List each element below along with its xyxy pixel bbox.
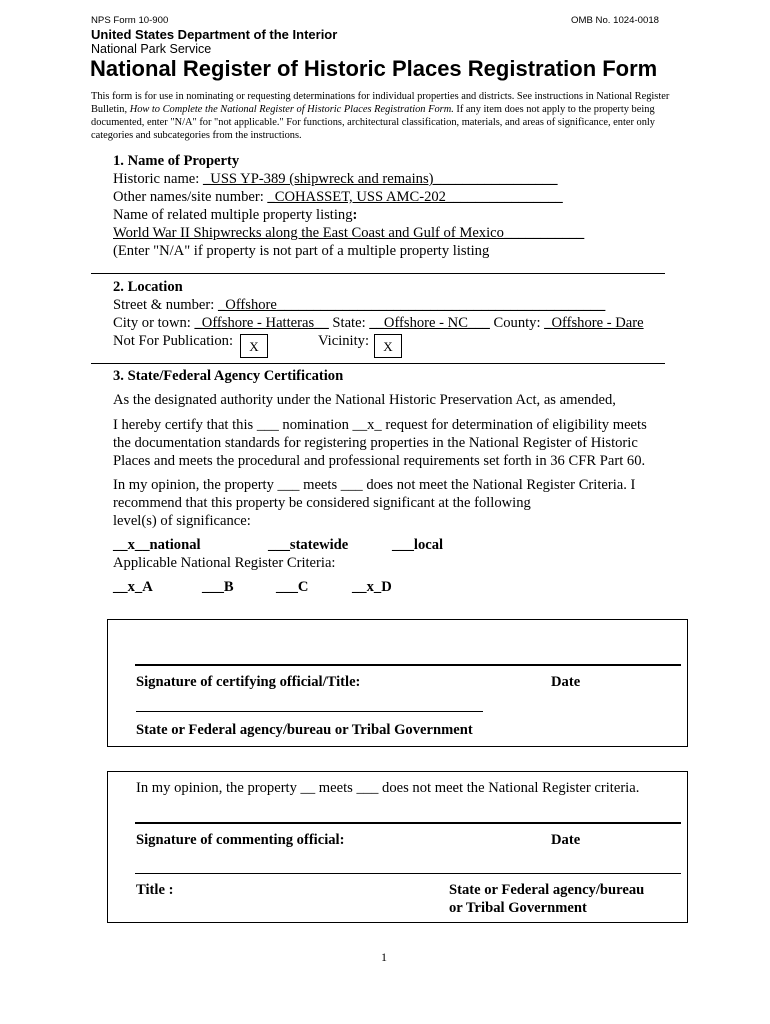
criterion-d[interactable]: __x_D <box>352 579 392 595</box>
commenting-title-line[interactable] <box>135 873 681 874</box>
commenting-title-label: Title : <box>136 882 174 898</box>
page-title: National Register of Historic Places Registration Form <box>90 56 658 81</box>
commenting-signature-label: Signature of commenting official: <box>136 832 345 848</box>
state-field[interactable]: __Offshore - NC___ <box>369 315 490 331</box>
certify-line-2: the documentation standards for registering properties in the National Register of Historic <box>113 435 638 451</box>
criterion-b[interactable]: ___B <box>202 579 234 595</box>
service-name: National Park Service <box>91 42 212 56</box>
section2-heading: 2. Location <box>113 279 183 295</box>
section1-heading: 1. Name of Property <box>113 153 240 169</box>
city-field[interactable]: _Offshore - Hatteras__ <box>194 315 329 331</box>
commenting-official-box <box>107 771 688 923</box>
intro-line-4: categories and subcategories from the instructions. <box>91 130 302 141</box>
commenting-date-label: Date <box>551 832 581 848</box>
intro-line-3: documented, enter "N/A" for "not applicable." For functions, architectural classification, materials, and areas of significance, enter only <box>91 117 656 128</box>
street-row <box>113 297 605 314</box>
related-listing-field[interactable]: World War II Shipwrecks along the East Coast and Gulf of Mexico___________ <box>113 225 585 241</box>
certify-line-3: Places and meets the procedural and professional requirements set forth in 36 CFR Part 60. <box>113 453 646 469</box>
intro-line-1: This form is for use in nominating or requesting determinations for individual properties and districts. See instructions in National Register <box>91 91 670 102</box>
omb-number: OMB No. 1024-0018 <box>571 15 659 26</box>
certifying-official-box <box>107 619 688 747</box>
criterion-c[interactable]: ___C <box>276 579 309 595</box>
county-field[interactable]: _Offshore - Dare <box>544 315 644 331</box>
opinion-line-3: level(s) of significance: <box>113 513 251 529</box>
section2-divider <box>91 363 665 364</box>
historic-name-label: Historic name: <box>113 171 203 187</box>
opinion-line-1: In my opinion, the property ___ meets ___ does not meet the National Register Criteria. I <box>113 477 636 493</box>
certifying-date-label: Date <box>551 674 581 690</box>
intro-line-2 <box>91 104 655 115</box>
commenting-agency-label-2: or Tribal Government <box>449 900 587 916</box>
level-local[interactable]: ___local <box>392 537 444 553</box>
other-names-row <box>113 189 563 206</box>
criterion-a[interactable]: __x_A <box>113 579 153 595</box>
certifying-agency-label: State or Federal agency/bureau or Tribal Government <box>136 722 473 738</box>
certify-line-1: I hereby certify that this ___ nomination __x_ request for determination of eligibility meets <box>113 417 647 433</box>
city-label: City or town: <box>113 315 195 331</box>
vicinity-checkbox[interactable]: X <box>374 334 402 358</box>
state-label: State: <box>328 315 370 331</box>
related-listing-row <box>113 207 357 224</box>
criteria-label: Applicable National Register Criteria: <box>113 555 336 571</box>
commenting-signature-line[interactable] <box>135 822 681 824</box>
street-field[interactable]: _Offshore_____________________________________________ <box>217 297 606 313</box>
page-number: 1 <box>381 950 387 964</box>
certifying-signature-label: Signature of certifying official/Title: <box>136 674 361 690</box>
certification-authority-text: As the designated authority under the National Historic Preservation Act, as amended, <box>113 392 616 408</box>
form-number: NPS Form 10-900 <box>91 15 169 26</box>
section1-divider <box>91 273 665 274</box>
commenting-agency-label-1: State or Federal agency/bureau <box>449 882 645 898</box>
certifying-signature-line[interactable] <box>135 664 681 666</box>
other-names-label: Other names/site number: <box>113 189 268 205</box>
not-for-publication-label: Not For Publication: <box>113 333 233 349</box>
county-label: County: <box>489 315 545 331</box>
certifying-agency-line[interactable] <box>136 711 483 712</box>
level-statewide[interactable]: ___statewide <box>268 537 349 553</box>
level-national[interactable]: __x__national <box>113 537 201 553</box>
historic-name-row <box>113 171 558 188</box>
not-for-publication-checkbox[interactable]: X <box>240 334 268 358</box>
section3-heading: 3. State/Federal Agency Certification <box>113 368 344 384</box>
intro-bulletin-title: How to Complete the National Register of Historic Places Registration Form. <box>129 104 454 115</box>
related-listing-colon: : <box>352 207 358 223</box>
intro-line-2b: If any item does not apply to the property being <box>453 104 655 115</box>
opinion-line-2: recommend that this property be considered significant at the following <box>113 495 531 511</box>
intro-line-2a: Bulletin, <box>91 104 130 115</box>
historic-name-field[interactable]: _USS YP-389 (shipwreck and remains)_________________ <box>202 171 558 187</box>
other-names-field[interactable]: _COHASSET, USS AMC-202________________ <box>267 189 563 205</box>
street-label: Street & number: <box>113 297 218 313</box>
vicinity-label: Vicinity: <box>318 333 370 349</box>
city-state-county-row <box>113 315 644 332</box>
related-listing-note: (Enter "N/A" if property is not part of a multiple property listing <box>113 243 490 259</box>
department-name: United States Department of the Interior <box>91 27 338 42</box>
commenting-opinion-text: In my opinion, the property __ meets ___ does not meet the National Register criteria. <box>136 780 640 796</box>
related-listing-label: Name of related multiple property listing <box>113 207 353 223</box>
